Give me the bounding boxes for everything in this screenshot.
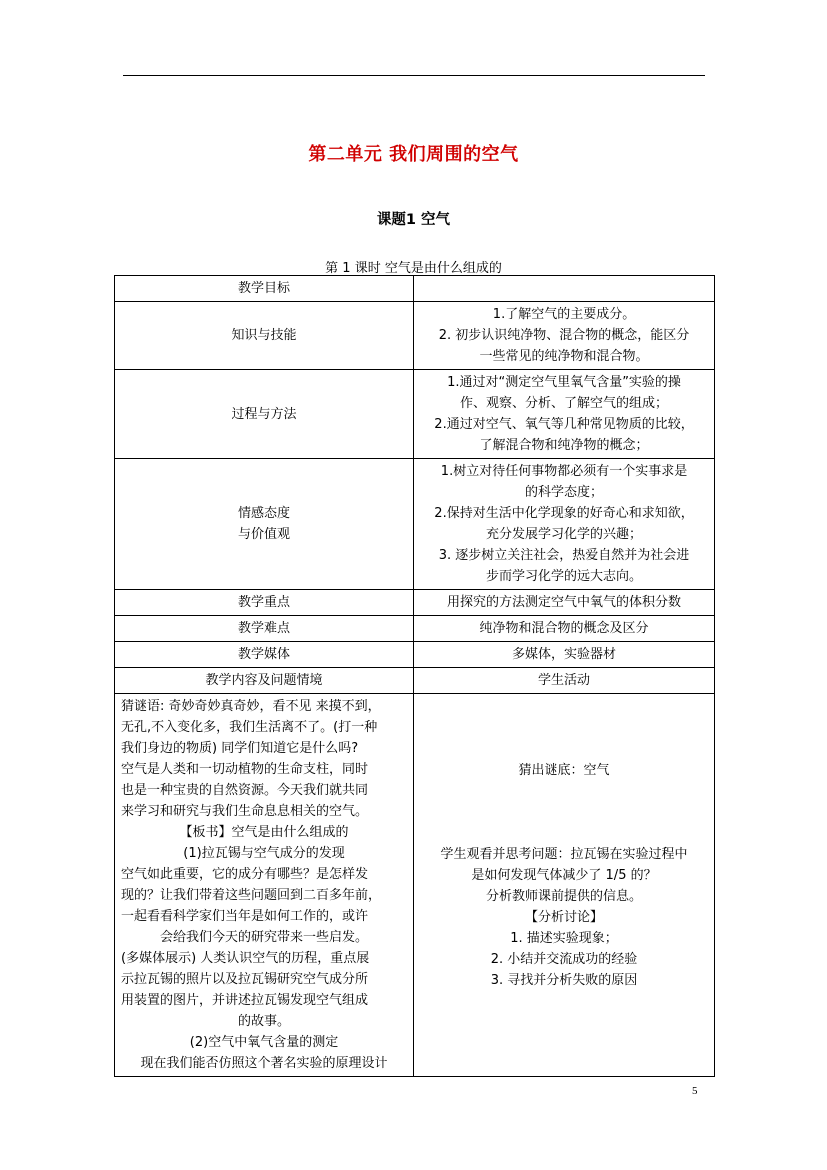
emotion-line: 1.树立对待任何事物都必须有一个实事求是: [440, 464, 688, 479]
table-row: [115, 276, 715, 302]
table-row: [115, 590, 715, 616]
period-title: 第 1 课时 空气是由什么组成的: [325, 261, 502, 276]
goal-header-right: [414, 276, 715, 302]
header-rule: [123, 75, 705, 76]
content-header: 教学内容及问题情境: [115, 668, 414, 694]
content-line: 无孔,不入变化多，我们生活离不了。(打一种: [121, 720, 378, 735]
table-row: [115, 302, 715, 370]
process-line: 作、观察、分析、了解空气的组成；: [459, 396, 668, 411]
difficult-label: 教学难点: [115, 616, 414, 642]
emotion-label-line: 与价值观: [237, 527, 290, 542]
difficult-value: 纯净物和混合物的概念及区分: [414, 616, 715, 642]
knowledge-goals: [414, 302, 715, 370]
table-row: [115, 370, 715, 459]
key-value: 用探究的方法测定空气中氧气的体积分数: [414, 590, 715, 616]
content-line: 也是一种宝贵的自然资源。今天我们就共同: [121, 783, 369, 798]
table-row: [115, 668, 715, 694]
activity-line: 3. 寻找并分析失败的原因: [490, 973, 638, 988]
process-goals: [414, 370, 715, 459]
process-line: 2.通过对空气、氧气等几种常见物质的比较，: [434, 417, 694, 432]
knowledge-line: 1.了解空气的主要成分。: [492, 307, 636, 322]
emotion-line: 2.保持对生活中化学现象的好奇心和求知欲，: [434, 506, 694, 521]
content-line: 来学习和研究与我们生命息息相关的空气。: [121, 804, 369, 819]
media-value: 多媒体，实验器材: [414, 642, 715, 668]
content-line: 现的？让我们带着这些问题回到二百多年前，: [121, 888, 382, 903]
content-line: 现在我们能否仿照这个著名实验的原理设计: [140, 1056, 388, 1071]
knowledge-line: 一些常见的纯净物和混合物。: [479, 349, 649, 364]
content-line: (1)拉瓦锡与空气成分的发现: [183, 846, 345, 861]
content-line: 示拉瓦锡的照片以及拉瓦锡研究空气成分所: [121, 972, 369, 987]
content-line: 猜谜语: 奇妙奇妙真奇妙，看不见 来摸不到，: [121, 699, 381, 714]
emotion-line: 3. 逐步树立关注社会，热爱自然并为社会进: [438, 548, 690, 563]
knowledge-label: 知识与技能: [115, 302, 414, 370]
emotion-line: 步而学习化学的远大志向。: [485, 569, 642, 584]
process-label: 过程与方法: [115, 370, 414, 459]
emotion-label: [115, 459, 414, 590]
media-label: 教学媒体: [115, 642, 414, 668]
emotion-goals: [414, 459, 715, 590]
activity-header: 学生活动: [414, 668, 715, 694]
goal-header: 教学目标: [115, 276, 414, 302]
emotion-line: 充分发展学习化学的兴趣；: [485, 527, 642, 542]
table-row: [115, 616, 715, 642]
process-line: 1.通过对“测定空气里氧气含量”实验的操: [447, 375, 681, 390]
content-line: 会给我们今天的研究带来一些启发。: [159, 930, 368, 945]
table-row: [115, 642, 715, 668]
activity-line: 学生观看并思考问题：拉瓦锡在实验过程中: [440, 847, 688, 862]
process-line: 了解混合物和纯净物的概念；: [479, 438, 649, 453]
content-line: 一起看看科学家们当年是如何工作的，或许: [121, 909, 369, 924]
activity-line: 分析教师课前提供的信息。: [485, 889, 642, 904]
table-row: [115, 694, 715, 1077]
activity-line: 1. 描述实验现象；: [510, 931, 618, 946]
activity-line: 【分析讨论】: [524, 910, 603, 925]
activity-cell: [414, 694, 715, 1077]
key-label: 教学重点: [115, 590, 414, 616]
emotion-label-line: 情感态度: [237, 506, 290, 521]
content-line: 空气如此重要，它的成分有哪些？是怎样发: [121, 867, 369, 882]
lesson-title: 课题1 空气: [376, 212, 451, 228]
content-line: 的故事。: [237, 1014, 290, 1029]
content-line: (多媒体展示) 人类认识空气的历程，重点展: [121, 951, 370, 966]
page-number: 5: [692, 1085, 698, 1097]
lesson-plan-table: [114, 275, 715, 1077]
content-line: 空气是人类和一切动植物的生命支柱，同时: [121, 762, 369, 777]
unit-title: 第二单元 我们周围的空气: [308, 144, 519, 165]
content-line: (2)空气中氧气含量的测定: [189, 1035, 339, 1050]
activity-line: 是如何发现气体减少了 1/5 的？: [471, 868, 657, 883]
activity-guess: 猜出谜底：空气: [518, 763, 610, 778]
knowledge-line: 2. 初步认识纯净物、混合物的概念，能区分: [438, 328, 690, 343]
activity-line: 2. 小结并交流成功的经验: [490, 952, 638, 967]
emotion-line: 的科学态度；: [524, 485, 603, 500]
content-line: 用装置的图片，并讲述拉瓦锡发现空气组成: [121, 993, 369, 1008]
table-row: [115, 459, 715, 590]
content-cell: [115, 694, 414, 1077]
content-line: 我们身边的物质) 同学们知道它是什么吗?: [121, 741, 359, 756]
content-line: 【板书】空气是由什么组成的: [179, 825, 349, 840]
